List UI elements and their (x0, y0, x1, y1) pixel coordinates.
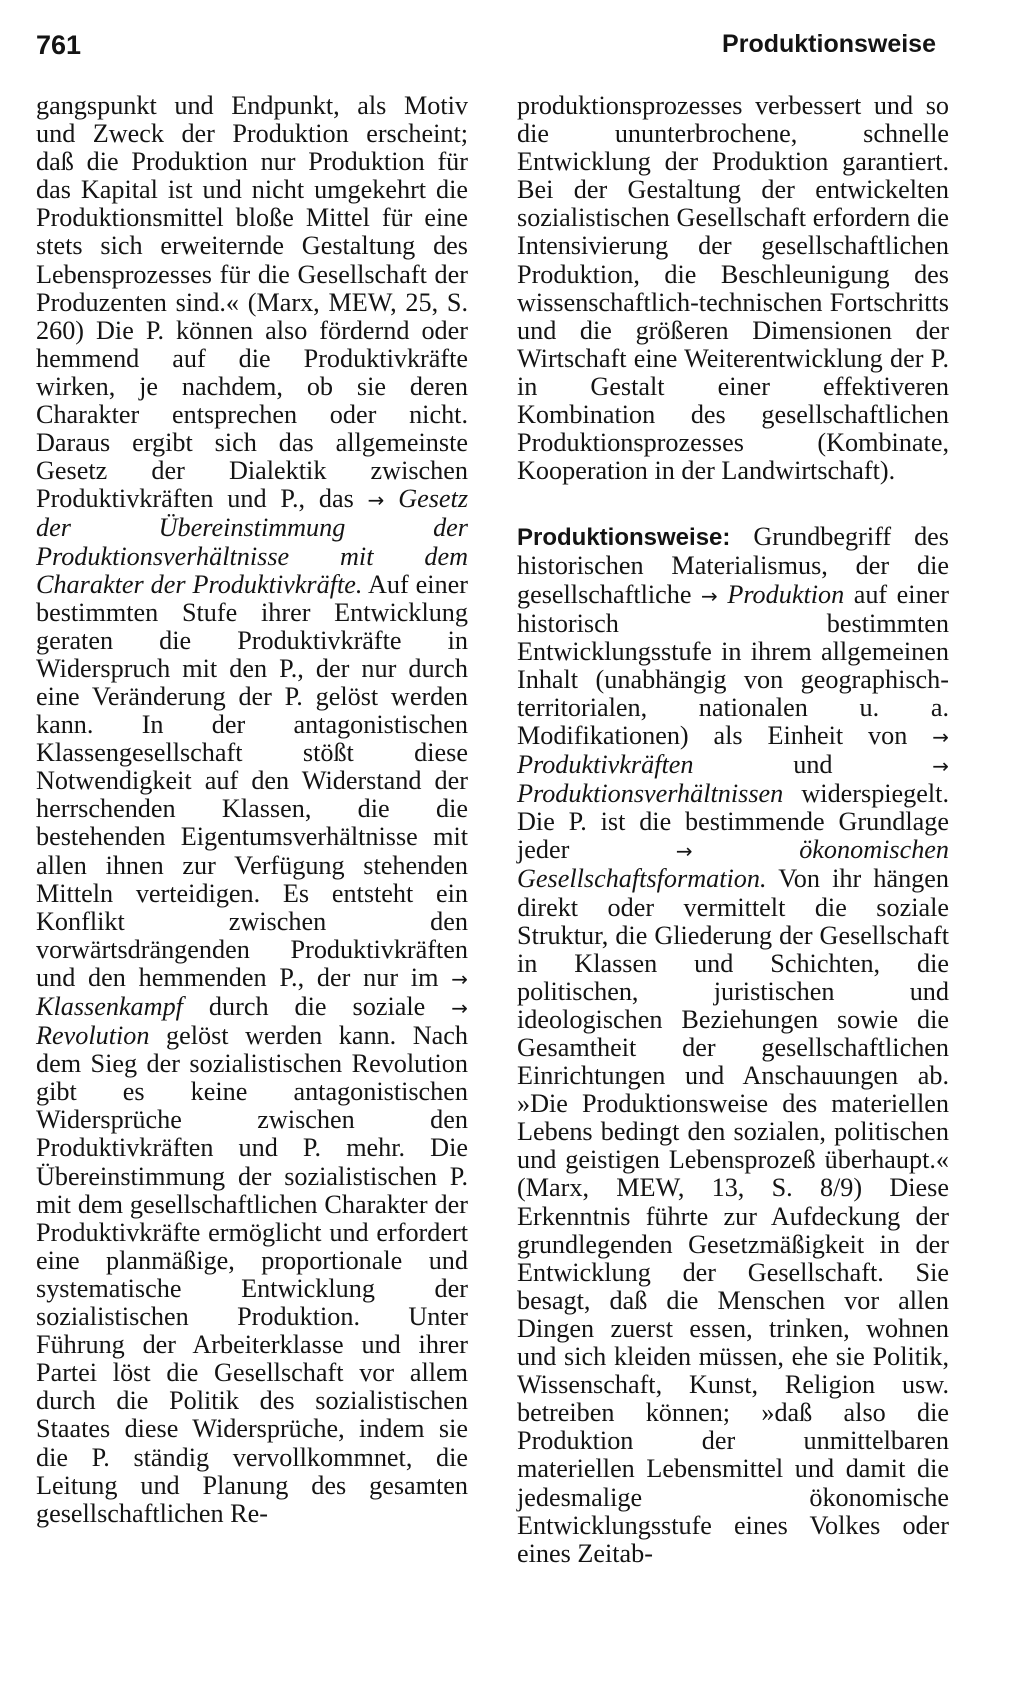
text-run: produktionsprozesses verbessert und so die ununterbrochene, schnelle Entwicklung der Produktion garantiert. Bei der Gestaltung der entwickelten sozialistischen Gesellschaft erfordern die Intensivierung der gesellschaftlichen Produktion, die Beschleunigung des wissenschaftlich-technischen Fortschritts und die größeren Dimensionen der Wirtschaft eine Weiterentwicklung der P. in Gestalt einer effektiveren Kombination des gesellschaftlichen Produktionsprozesses (Kombinate, Kooperation in der Landwirtschaft). (517, 91, 949, 486)
running-head: Produktionsweise (722, 30, 936, 58)
dictionary-entry-produktionsweise (517, 523, 949, 1567)
text-run: Von ihr hängen direkt oder vermittelt die soziale Struktur, die Gliederung der Gesellschaft in Klassen und Schichten, die politischen, juristischen und ideologischen Beziehungen sowie die Gesamtheit der gesellschaftlichen Einrichtungen und Anschauungen ab. »Die Produktionsweise des materiellen Lebens bedingt den sozialen, politischen und geistigen Lebensprozeß überhaupt.« (Marx, MEW, 13, S. 8/9) Diese Erkenntnis führte zur Aufdeckung der grundlegenden Gesetzmäßigkeit in der Entwicklung der Gesellschaft. Sie besagt, daß die Menschen vor allen Dingen zuerst essen, trinken, wohnen und sich kleiden müssen, ehe sie Politik, Wissenschaft, Kunst, Religion usw. betreiben können; »daß also die Produktion der unmittelbaren materiellen Lebensmittel und damit die jedesmalige ökonomische Entwicklungsstufe eines Volkes oder eines Zeitab- (517, 864, 949, 1568)
cross-reference-arrow: → (932, 724, 949, 749)
text-run: auf einer historisch bestimmten Entwicklungsstufe in ihrem allgemeinen Inhalt (unabhängig von geographisch-territorialen, nationalen u. a. Modifikationen) als Einheit von (517, 579, 950, 750)
cross-reference-arrow: → (451, 966, 468, 991)
page-header (36, 30, 936, 70)
cross-reference: Produktionsverhältnissen (517, 779, 784, 809)
entry-continuation-paragraph (517, 92, 949, 485)
left-column (36, 92, 468, 1528)
text-run: gangspunkt und Endpunkt, als Motiv und Zweck der Produktion erscheint; daß die Produktion nur Produktion für das Kapital ist und nicht umgekehrt die Produktionsmittel bloße Mittel für eine stets sich erweiternde Gestaltung des Lebensprozesses für die Gesellschaft der Produzenten sind.« (Marx, MEW, 25, S. 260) Die P. können also fördernd oder hemmend auf die Produktivkräfte wirken, je nachdem, ob sie deren Charakter entsprechen oder nicht. Daraus ergibt sich das allgemeinste Gesetz der Dialektik zwischen Produktivkräften und P., das (36, 91, 468, 514)
text-run: Grundbegriff des historischen Materialismus, der die gesellschaftliche (517, 522, 949, 609)
cross-reference: Gesetz der Übereinstimmung der Produktionsverhältnisse mit dem Charakter der Produktivkräfte. (36, 484, 469, 599)
cross-reference: Klassenkampf (36, 992, 183, 1021)
cross-reference: Produktion (727, 579, 845, 609)
cross-reference: Produktivkräften (517, 750, 694, 780)
cross-reference-arrow: → (367, 488, 385, 513)
cross-reference-arrow: → (701, 583, 718, 608)
cross-reference-arrow: → (451, 996, 468, 1020)
cross-reference-arrow: → (675, 839, 693, 864)
entry-headword: Produktionsweise: (517, 524, 731, 552)
cross-reference-arrow: → (932, 754, 949, 779)
text-run: und (693, 750, 933, 780)
right-column (517, 92, 949, 1568)
text-run: Auf einer bestimmten Stufe ihrer Entwicklung geraten die Produktivkräfte in Widerspruch mit den P., der nur durch eine Veränderung der P. gelöst werden kann. In der antagonistischen Klassengesellschaft stößt diese Notwendigkeit auf den Widerstand der herrschenden Klassen, die die bestehenden Eigentumsverhältnisse mit allen ihnen zur Verfügung stehenden Mitteln verteidigen. Es entsteht ein Konflikt zwischen den vorwärtsdrängenden Produktivkräften und den hemmenden P., der nur im (36, 569, 468, 992)
text-run: widerspiegelt. Die P. ist die bestimmende Grundlage jeder (517, 779, 949, 865)
text-run: durch die soziale (182, 992, 452, 1021)
entry-continuation-paragraph (36, 92, 468, 1528)
text-run: gelöst werden kann. Nach dem Sieg der sozialistischen Revolution gibt es keine antagonistischen Widersprüche zwischen den Produktivkräften und P. mehr. Die Übereinstimmung der sozialistischen P. mit dem gesellschaftlichen Charakter der Produktivkräfte ermöglicht und erfordert eine planmäßige, proportionale und systematische Entwicklung der sozialistischen Produktion. Unter Führung der Arbeiterklasse und ihrer Partei löst die Gesellschaft vor allem durch die Politik des sozialistischen Staates diese Widersprüche, indem sie die P. ständig vervollkommnet, die Leitung und Planung des gesamten gesellschaftlichen Re- (36, 1021, 468, 1528)
cross-reference: Revolution (36, 1021, 150, 1051)
page-number: 761 (36, 30, 82, 60)
cross-reference: ökonomischen Gesellschaftsformation. (517, 835, 950, 894)
